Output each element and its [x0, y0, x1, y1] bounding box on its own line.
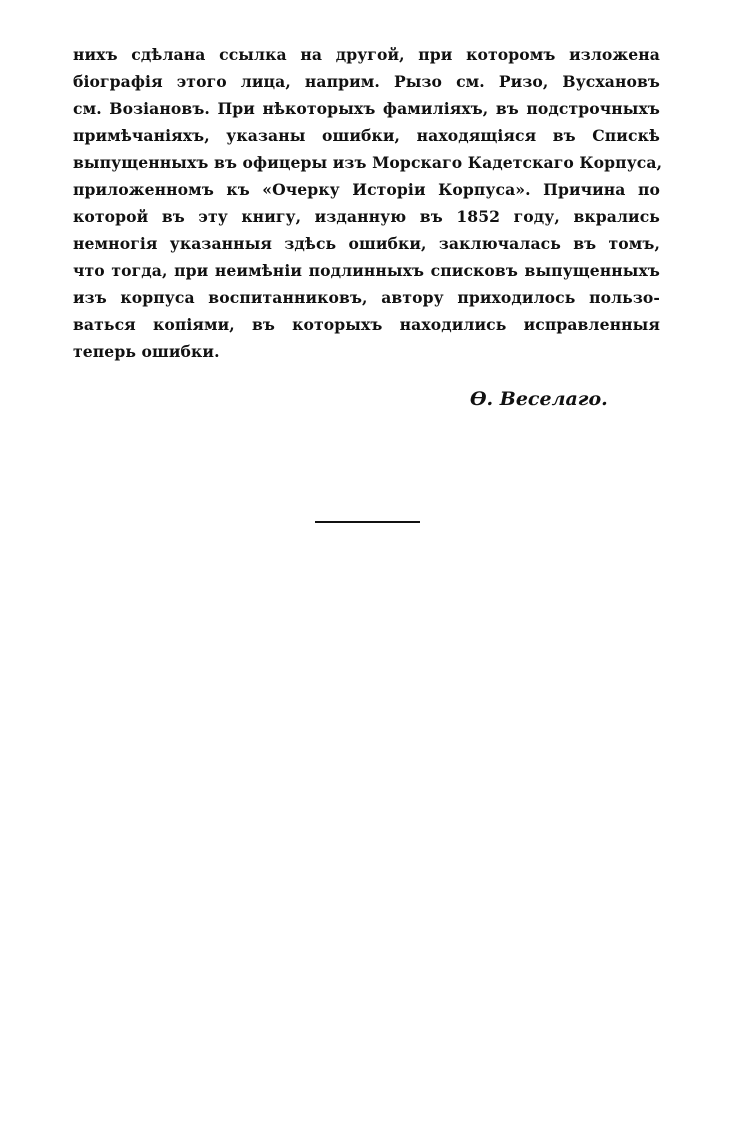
- body-line: приложенномъ къ «Очерку Исторіи Корпуса». Причина по: [73, 180, 660, 199]
- body-line: нихъ сдѣлана ссылка на другой, при которомъ изложена: [73, 45, 660, 64]
- body-line: біографія этого лица, наприм. Рызо см. Ризо, Вусхановъ: [73, 72, 660, 91]
- author-signature: Ѳ. Веселаго.: [470, 388, 608, 410]
- body-line: изъ корпуса воспитанниковъ, автору приходилось пользо-: [73, 288, 660, 307]
- body-line: ваться копіями, въ которыхъ находились исправленныя: [73, 315, 660, 334]
- body-paragraph: [73, 41, 663, 365]
- section-divider: [315, 521, 420, 523]
- body-line: которой въ эту книгу, изданную въ 1852 году, вкрались: [73, 207, 660, 226]
- body-line: выпущенныхъ въ офицеры изъ Морскаго Кадетскаго Корпуса,: [73, 153, 663, 172]
- body-line: немногія указанныя здѣсь ошибки, заключалась въ томъ,: [73, 234, 660, 253]
- body-line: см. Возіановъ. При нѣкоторыхъ фамиліяхъ, въ подстрочныхъ: [73, 99, 660, 118]
- body-line: что тогда, при неимѣніи подлинныхъ списковъ выпущенныхъ: [73, 261, 660, 280]
- body-line: примѣчаніяхъ, указаны ошибки, находящіяся въ Спискѣ: [73, 126, 660, 145]
- body-line-last: теперь ошибки.: [73, 342, 220, 361]
